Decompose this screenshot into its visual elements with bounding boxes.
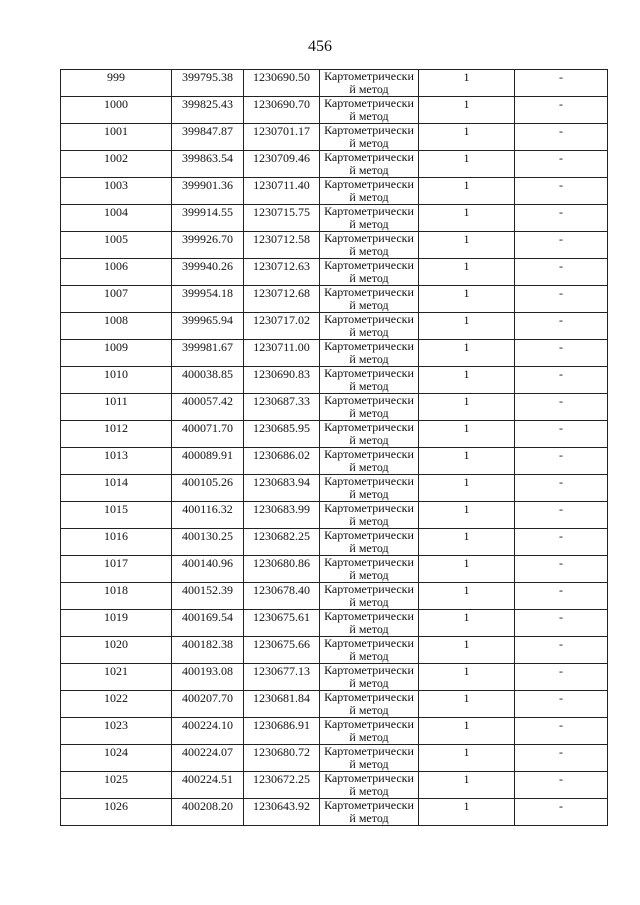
table-row bbox=[61, 718, 608, 745]
method-text-line1: Картометрически bbox=[324, 772, 414, 785]
y-coordinate-cell: 1230680.72 bbox=[244, 745, 320, 772]
description-cell: - bbox=[515, 637, 608, 664]
method-text-line2: й метод bbox=[349, 596, 389, 609]
accuracy-cell: 1 bbox=[419, 151, 515, 178]
method-text-line1: Картометрически bbox=[324, 475, 414, 488]
table-row bbox=[61, 691, 608, 718]
method-text-line2: й метод bbox=[349, 272, 389, 285]
accuracy-cell: 1 bbox=[419, 772, 515, 799]
accuracy-cell: 1 bbox=[419, 745, 515, 772]
y-coordinate-cell: 1230682.25 bbox=[244, 529, 320, 556]
method-cell bbox=[320, 70, 419, 97]
method-cell bbox=[320, 124, 419, 151]
method-text-line1: Картометрически bbox=[324, 367, 414, 380]
method-text-line2: й метод bbox=[349, 110, 389, 123]
x-coordinate-cell: 400224.10 bbox=[172, 718, 244, 745]
y-coordinate-cell: 1230685.95 bbox=[244, 421, 320, 448]
method-cell bbox=[320, 313, 419, 340]
accuracy-cell: 1 bbox=[419, 610, 515, 637]
y-coordinate-cell: 1230681.84 bbox=[244, 691, 320, 718]
description-cell: - bbox=[515, 556, 608, 583]
description-cell: - bbox=[515, 610, 608, 637]
y-coordinate-cell: 1230675.66 bbox=[244, 637, 320, 664]
x-coordinate-cell: 399795.38 bbox=[172, 70, 244, 97]
method-cell bbox=[320, 610, 419, 637]
x-coordinate-cell: 400208.20 bbox=[172, 799, 244, 826]
table-row bbox=[61, 610, 608, 637]
table-row bbox=[61, 475, 608, 502]
point-number-cell: 1015 bbox=[61, 502, 172, 529]
point-number-cell: 1022 bbox=[61, 691, 172, 718]
method-text-line1: Картометрически bbox=[324, 178, 414, 191]
table-row bbox=[61, 70, 608, 97]
table-row bbox=[61, 799, 608, 826]
method-cell bbox=[320, 151, 419, 178]
method-text-line2: й метод bbox=[349, 380, 389, 393]
method-text-line1: Картометрически bbox=[324, 205, 414, 218]
method-text-line2: й метод bbox=[349, 245, 389, 258]
method-cell bbox=[320, 259, 419, 286]
x-coordinate-cell: 400116.32 bbox=[172, 502, 244, 529]
table-row bbox=[61, 664, 608, 691]
description-cell: - bbox=[515, 799, 608, 826]
method-cell bbox=[320, 421, 419, 448]
method-text-line1: Картометрически bbox=[324, 718, 414, 731]
x-coordinate-cell: 400057.42 bbox=[172, 394, 244, 421]
x-coordinate-cell: 399825.43 bbox=[172, 97, 244, 124]
coordinates-table bbox=[60, 69, 608, 826]
description-cell: - bbox=[515, 529, 608, 556]
y-coordinate-cell: 1230680.86 bbox=[244, 556, 320, 583]
x-coordinate-cell: 399926.70 bbox=[172, 232, 244, 259]
method-text-line2: й метод bbox=[349, 704, 389, 717]
method-text-line1: Картометрически bbox=[324, 502, 414, 515]
accuracy-cell: 1 bbox=[419, 529, 515, 556]
table-row bbox=[61, 772, 608, 799]
method-text-line2: й метод bbox=[349, 515, 389, 528]
y-coordinate-cell: 1230675.61 bbox=[244, 610, 320, 637]
accuracy-cell: 1 bbox=[419, 178, 515, 205]
point-number-cell: 1005 bbox=[61, 232, 172, 259]
point-number-cell: 1026 bbox=[61, 799, 172, 826]
method-text-line2: й метод bbox=[349, 164, 389, 177]
y-coordinate-cell: 1230712.58 bbox=[244, 232, 320, 259]
method-cell bbox=[320, 529, 419, 556]
accuracy-cell: 1 bbox=[419, 232, 515, 259]
x-coordinate-cell: 400182.38 bbox=[172, 637, 244, 664]
x-coordinate-cell: 399954.18 bbox=[172, 286, 244, 313]
x-coordinate-cell: 400071.70 bbox=[172, 421, 244, 448]
method-cell bbox=[320, 583, 419, 610]
y-coordinate-cell: 1230686.02 bbox=[244, 448, 320, 475]
table-row bbox=[61, 394, 608, 421]
method-text-line2: й метод bbox=[349, 812, 389, 825]
method-cell bbox=[320, 745, 419, 772]
method-cell bbox=[320, 448, 419, 475]
table-row bbox=[61, 448, 608, 475]
method-text-line1: Картометрически bbox=[324, 97, 414, 110]
method-cell bbox=[320, 637, 419, 664]
point-number-cell: 1024 bbox=[61, 745, 172, 772]
method-cell bbox=[320, 232, 419, 259]
x-coordinate-cell: 400224.07 bbox=[172, 745, 244, 772]
point-number-cell: 1003 bbox=[61, 178, 172, 205]
accuracy-cell: 1 bbox=[419, 664, 515, 691]
accuracy-cell: 1 bbox=[419, 556, 515, 583]
point-number-cell: 1002 bbox=[61, 151, 172, 178]
point-number-cell: 1000 bbox=[61, 97, 172, 124]
accuracy-cell: 1 bbox=[419, 259, 515, 286]
accuracy-cell: 1 bbox=[419, 340, 515, 367]
description-cell: - bbox=[515, 448, 608, 475]
y-coordinate-cell: 1230683.99 bbox=[244, 502, 320, 529]
y-coordinate-cell: 1230711.00 bbox=[244, 340, 320, 367]
table-row bbox=[61, 340, 608, 367]
y-coordinate-cell: 1230678.40 bbox=[244, 583, 320, 610]
x-coordinate-cell: 399981.67 bbox=[172, 340, 244, 367]
x-coordinate-cell: 400193.08 bbox=[172, 664, 244, 691]
accuracy-cell: 1 bbox=[419, 691, 515, 718]
method-text-line1: Картометрически bbox=[324, 124, 414, 137]
accuracy-cell: 1 bbox=[419, 124, 515, 151]
accuracy-cell: 1 bbox=[419, 637, 515, 664]
point-number-cell: 1017 bbox=[61, 556, 172, 583]
method-text-line1: Картометрически bbox=[324, 745, 414, 758]
y-coordinate-cell: 1230709.46 bbox=[244, 151, 320, 178]
method-text-line2: й метод bbox=[349, 785, 389, 798]
y-coordinate-cell: 1230711.40 bbox=[244, 178, 320, 205]
x-coordinate-cell: 400152.39 bbox=[172, 583, 244, 610]
description-cell: - bbox=[515, 70, 608, 97]
method-text-line1: Картометрически bbox=[324, 583, 414, 596]
description-cell: - bbox=[515, 367, 608, 394]
point-number-cell: 1016 bbox=[61, 529, 172, 556]
method-text-line1: Картометрически bbox=[324, 394, 414, 407]
method-text-line2: й метод bbox=[349, 542, 389, 555]
method-text-line1: Картометрически bbox=[324, 691, 414, 704]
description-cell: - bbox=[515, 232, 608, 259]
point-number-cell: 1013 bbox=[61, 448, 172, 475]
accuracy-cell: 1 bbox=[419, 97, 515, 124]
description-cell: - bbox=[515, 421, 608, 448]
table-row bbox=[61, 232, 608, 259]
point-number-cell: 1009 bbox=[61, 340, 172, 367]
method-text-line1: Картометрически bbox=[324, 259, 414, 272]
description-cell: - bbox=[515, 502, 608, 529]
method-text-line1: Картометрически bbox=[324, 286, 414, 299]
y-coordinate-cell: 1230690.70 bbox=[244, 97, 320, 124]
method-cell bbox=[320, 286, 419, 313]
method-text-line2: й метод bbox=[349, 326, 389, 339]
description-cell: - bbox=[515, 205, 608, 232]
description-cell: - bbox=[515, 745, 608, 772]
accuracy-cell: 1 bbox=[419, 583, 515, 610]
description-cell: - bbox=[515, 583, 608, 610]
description-cell: - bbox=[515, 664, 608, 691]
y-coordinate-cell: 1230687.33 bbox=[244, 394, 320, 421]
y-coordinate-cell: 1230701.17 bbox=[244, 124, 320, 151]
description-cell: - bbox=[515, 151, 608, 178]
y-coordinate-cell: 1230672.25 bbox=[244, 772, 320, 799]
method-cell bbox=[320, 556, 419, 583]
accuracy-cell: 1 bbox=[419, 70, 515, 97]
accuracy-cell: 1 bbox=[419, 205, 515, 232]
x-coordinate-cell: 399863.54 bbox=[172, 151, 244, 178]
accuracy-cell: 1 bbox=[419, 448, 515, 475]
method-text-line2: й метод bbox=[349, 488, 389, 501]
method-cell bbox=[320, 205, 419, 232]
point-number-cell: 1006 bbox=[61, 259, 172, 286]
method-text-line2: й метод bbox=[349, 623, 389, 636]
method-text-line2: й метод bbox=[349, 461, 389, 474]
y-coordinate-cell: 1230715.75 bbox=[244, 205, 320, 232]
method-text-line2: й метод bbox=[349, 650, 389, 663]
table-row bbox=[61, 286, 608, 313]
method-text-line1: Картометрически bbox=[324, 529, 414, 542]
y-coordinate-cell: 1230690.83 bbox=[244, 367, 320, 394]
table-row bbox=[61, 124, 608, 151]
description-cell: - bbox=[515, 97, 608, 124]
method-cell bbox=[320, 772, 419, 799]
x-coordinate-cell: 400140.96 bbox=[172, 556, 244, 583]
y-coordinate-cell: 1230683.94 bbox=[244, 475, 320, 502]
point-number-cell: 1018 bbox=[61, 583, 172, 610]
point-number-cell: 999 bbox=[61, 70, 172, 97]
x-coordinate-cell: 400169.54 bbox=[172, 610, 244, 637]
table-row bbox=[61, 367, 608, 394]
y-coordinate-cell: 1230717.02 bbox=[244, 313, 320, 340]
method-text-line1: Картометрически bbox=[324, 421, 414, 434]
method-cell bbox=[320, 340, 419, 367]
y-coordinate-cell: 1230686.91 bbox=[244, 718, 320, 745]
coordinates-table-body bbox=[61, 70, 608, 826]
page-number: 456 bbox=[308, 38, 332, 55]
point-number-cell: 1021 bbox=[61, 664, 172, 691]
y-coordinate-cell: 1230690.50 bbox=[244, 70, 320, 97]
accuracy-cell: 1 bbox=[419, 718, 515, 745]
method-text-line2: й метод bbox=[349, 758, 389, 771]
point-number-cell: 1020 bbox=[61, 637, 172, 664]
point-number-cell: 1014 bbox=[61, 475, 172, 502]
description-cell: - bbox=[515, 772, 608, 799]
y-coordinate-cell: 1230712.63 bbox=[244, 259, 320, 286]
method-cell bbox=[320, 691, 419, 718]
x-coordinate-cell: 399901.36 bbox=[172, 178, 244, 205]
accuracy-cell: 1 bbox=[419, 421, 515, 448]
table-row bbox=[61, 502, 608, 529]
point-number-cell: 1011 bbox=[61, 394, 172, 421]
x-coordinate-cell: 400207.70 bbox=[172, 691, 244, 718]
description-cell: - bbox=[515, 124, 608, 151]
table-row bbox=[61, 637, 608, 664]
description-cell: - bbox=[515, 259, 608, 286]
point-number-cell: 1012 bbox=[61, 421, 172, 448]
accuracy-cell: 1 bbox=[419, 502, 515, 529]
table-row bbox=[61, 556, 608, 583]
point-number-cell: 1007 bbox=[61, 286, 172, 313]
point-number-cell: 1023 bbox=[61, 718, 172, 745]
x-coordinate-cell: 399940.26 bbox=[172, 259, 244, 286]
method-text-line1: Картометрически bbox=[324, 151, 414, 164]
method-text-line2: й метод bbox=[349, 137, 389, 150]
description-cell: - bbox=[515, 340, 608, 367]
method-cell bbox=[320, 367, 419, 394]
y-coordinate-cell: 1230677.13 bbox=[244, 664, 320, 691]
method-text-line2: й метод bbox=[349, 677, 389, 690]
method-text-line2: й метод bbox=[349, 218, 389, 231]
method-text-line1: Картометрически bbox=[324, 232, 414, 245]
method-cell bbox=[320, 97, 419, 124]
x-coordinate-cell: 400224.51 bbox=[172, 772, 244, 799]
point-number-cell: 1004 bbox=[61, 205, 172, 232]
method-text-line2: й метод bbox=[349, 407, 389, 420]
accuracy-cell: 1 bbox=[419, 367, 515, 394]
method-text-line2: й метод bbox=[349, 569, 389, 582]
x-coordinate-cell: 400105.26 bbox=[172, 475, 244, 502]
table-row bbox=[61, 205, 608, 232]
point-number-cell: 1019 bbox=[61, 610, 172, 637]
method-cell bbox=[320, 178, 419, 205]
method-text-line1: Картометрически bbox=[324, 637, 414, 650]
x-coordinate-cell: 399965.94 bbox=[172, 313, 244, 340]
point-number-cell: 1001 bbox=[61, 124, 172, 151]
accuracy-cell: 1 bbox=[419, 286, 515, 313]
point-number-cell: 1008 bbox=[61, 313, 172, 340]
method-text-line2: й метод bbox=[349, 299, 389, 312]
table-row bbox=[61, 313, 608, 340]
table-row bbox=[61, 151, 608, 178]
table-row bbox=[61, 745, 608, 772]
description-cell: - bbox=[515, 718, 608, 745]
point-number-cell: 1025 bbox=[61, 772, 172, 799]
point-number-cell: 1010 bbox=[61, 367, 172, 394]
method-text-line2: й метод bbox=[349, 191, 389, 204]
method-text-line2: й метод bbox=[349, 353, 389, 366]
method-text-line1: Картометрически bbox=[324, 610, 414, 623]
method-text-line1: Картометрически bbox=[324, 799, 414, 812]
description-cell: - bbox=[515, 313, 608, 340]
description-cell: - bbox=[515, 178, 608, 205]
description-cell: - bbox=[515, 394, 608, 421]
accuracy-cell: 1 bbox=[419, 394, 515, 421]
accuracy-cell: 1 bbox=[419, 799, 515, 826]
method-text-line1: Картометрически bbox=[324, 70, 414, 83]
accuracy-cell: 1 bbox=[419, 475, 515, 502]
y-coordinate-cell: 1230643.92 bbox=[244, 799, 320, 826]
method-text-line1: Картометрически bbox=[324, 664, 414, 677]
method-text-line2: й метод bbox=[349, 731, 389, 744]
method-text-line1: Картометрически bbox=[324, 313, 414, 326]
x-coordinate-cell: 400089.91 bbox=[172, 448, 244, 475]
method-text-line1: Картометрически bbox=[324, 340, 414, 353]
description-cell: - bbox=[515, 691, 608, 718]
description-cell: - bbox=[515, 475, 608, 502]
method-cell bbox=[320, 718, 419, 745]
method-cell bbox=[320, 799, 419, 826]
x-coordinate-cell: 399914.55 bbox=[172, 205, 244, 232]
x-coordinate-cell: 399847.87 bbox=[172, 124, 244, 151]
table-row bbox=[61, 259, 608, 286]
method-text-line2: й метод bbox=[349, 434, 389, 447]
table-row bbox=[61, 529, 608, 556]
method-text-line2: й метод bbox=[349, 83, 389, 96]
x-coordinate-cell: 400130.25 bbox=[172, 529, 244, 556]
table-row bbox=[61, 97, 608, 124]
accuracy-cell: 1 bbox=[419, 313, 515, 340]
method-text-line1: Картометрически bbox=[324, 556, 414, 569]
method-cell bbox=[320, 394, 419, 421]
table-row bbox=[61, 178, 608, 205]
method-text-line1: Картометрически bbox=[324, 448, 414, 461]
method-cell bbox=[320, 475, 419, 502]
table-row bbox=[61, 583, 608, 610]
method-cell bbox=[320, 664, 419, 691]
y-coordinate-cell: 1230712.68 bbox=[244, 286, 320, 313]
method-cell bbox=[320, 502, 419, 529]
x-coordinate-cell: 400038.85 bbox=[172, 367, 244, 394]
description-cell: - bbox=[515, 286, 608, 313]
table-row bbox=[61, 421, 608, 448]
